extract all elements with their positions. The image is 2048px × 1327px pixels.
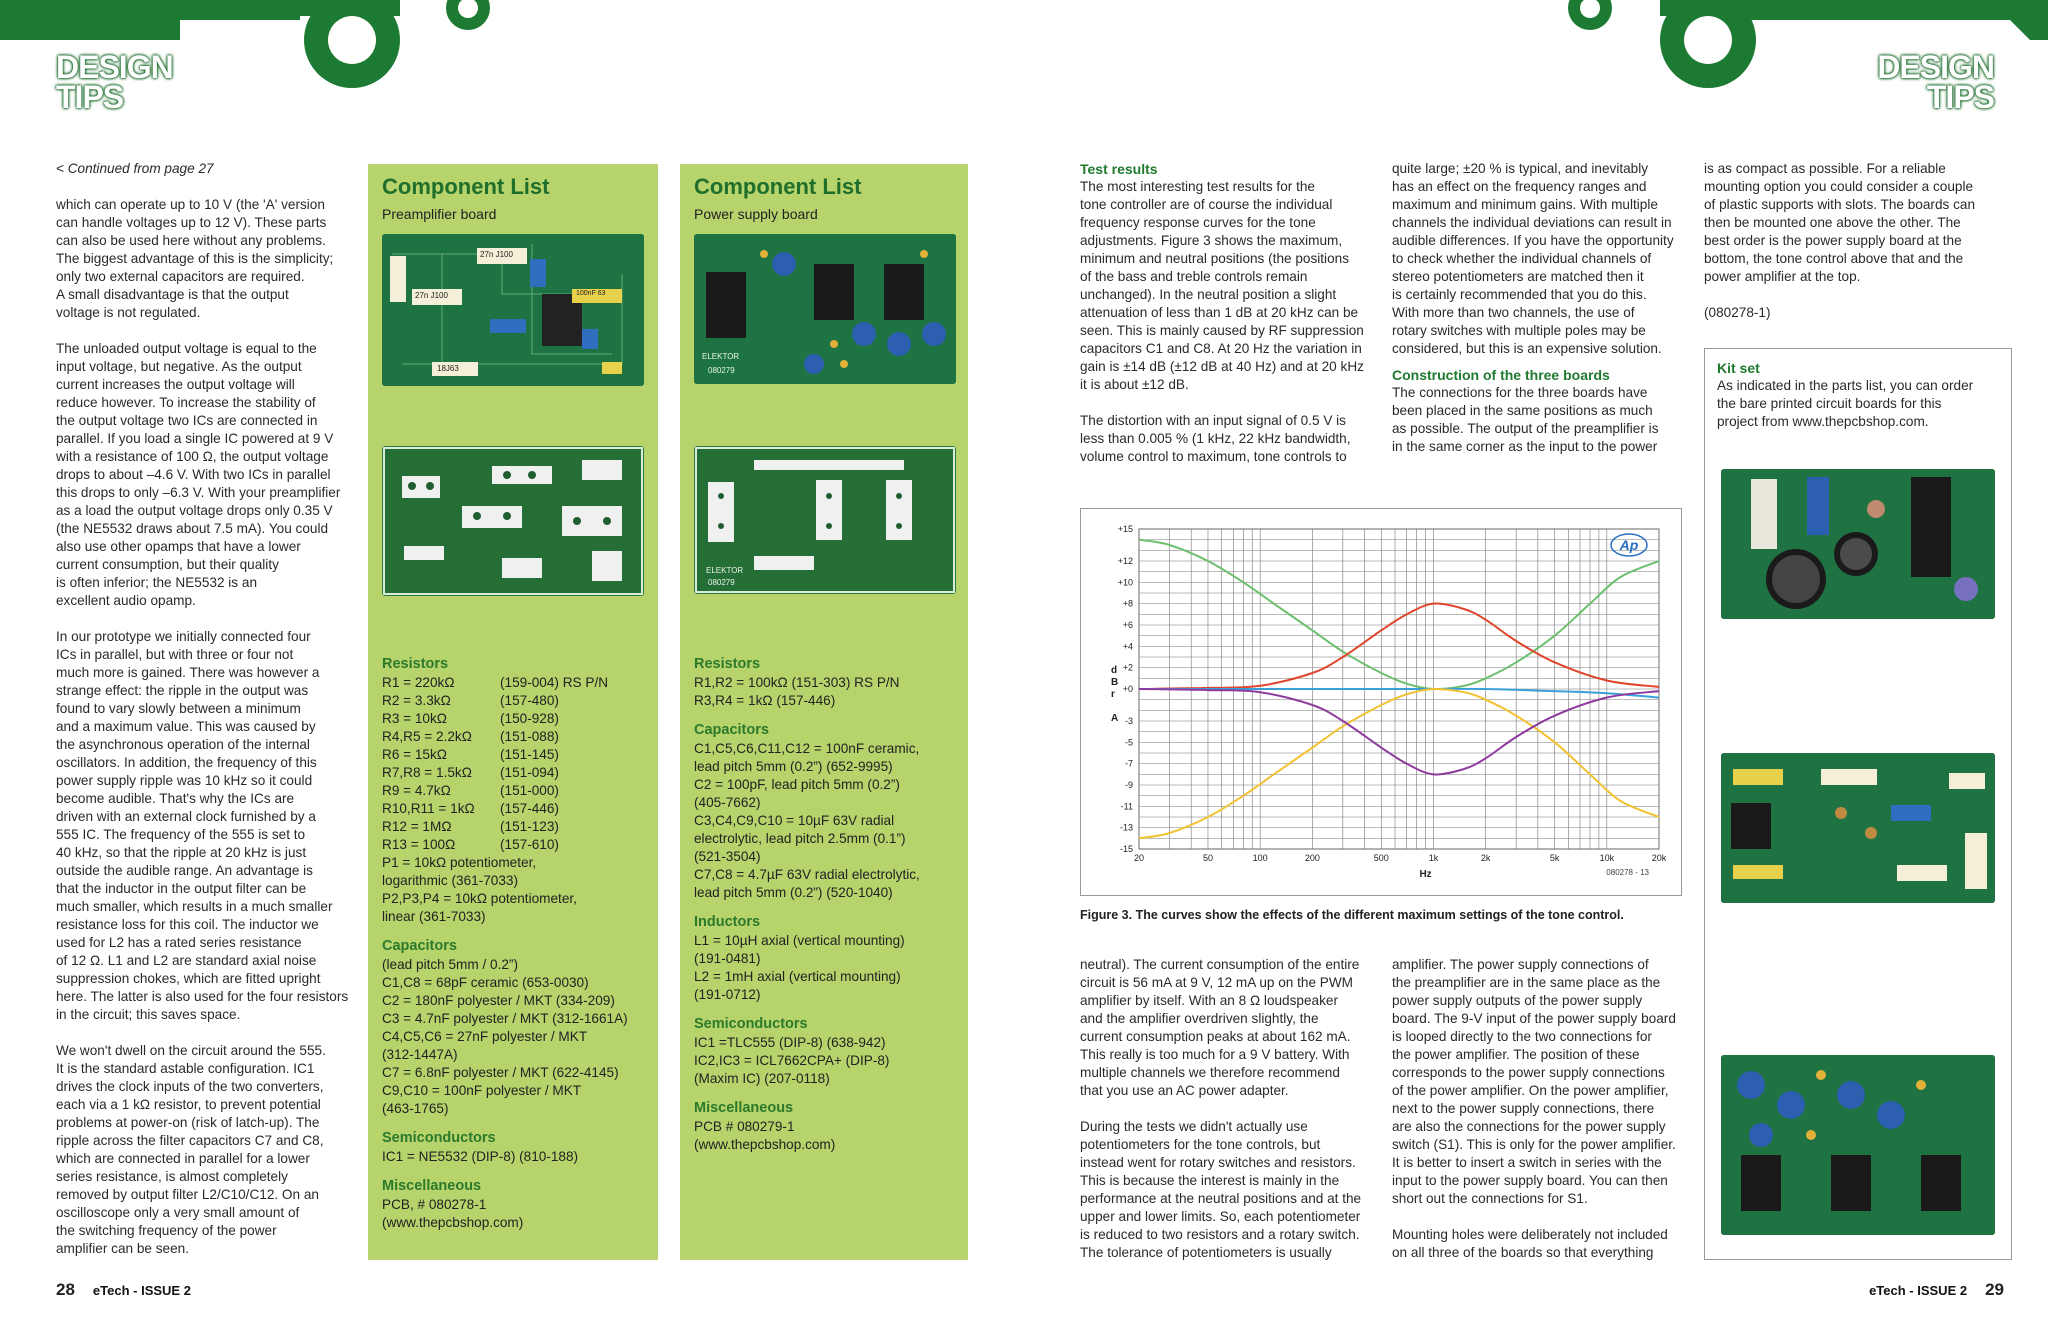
pcb-photo-preamp-top (382, 234, 644, 386)
column-left-text (56, 160, 356, 1276)
resistor-row (382, 818, 648, 836)
y-axis-label: B (1111, 677, 1119, 688)
pcb-photo-kit-1 (1721, 469, 1995, 619)
footer-left (56, 1280, 191, 1300)
x-tick-label: 5k (1549, 853, 1560, 863)
continued-note: < Continued from page 27 (56, 161, 214, 176)
pcb-photo-kit-3 (1721, 1055, 1995, 1235)
resistor-part-number: (151-088) (500, 729, 559, 744)
resistor-row (382, 746, 648, 764)
paragraph: The unloaded output voltage is equal to the input voltage, but negative. As the output current increases the output voltage will reduce however. To increase the stability of the output voltage two ICs are connected in parallel. If you load a single IC powered at 9 V with a resistance of 100 Ω, the output voltage drops to about –4.6 V. With two ICs in parallel this drops to only –6.3 V. With your preamplifier as a load the output voltage drops only 0.35 V (the NE5532 draws about 7.5 mA). You could also use other opamps that have a lower current consumption, but their quality is often inferior; the NE5532 is an excellent audio opamp. (56, 341, 341, 608)
banner-title-right (1877, 49, 1994, 115)
issue-label: eTech - ISSUE 2 (92, 1283, 191, 1298)
figure-caption: Figure 3. The curves show the effects of the different maximum settings of the tone control. (1080, 908, 1624, 922)
section-heading: Semiconductors (382, 1130, 496, 1146)
column-lower-left (1080, 956, 1380, 1280)
paragraph: The most interesting test results for the tone controller are of course the individual frequency response curves for the tone adjustments. Figure 3 shows the maximum, minimum and neutral positions (the positions of the bass and treble controls remain unchanged). In the neutral position a slight attenuation of less than 1 dB at 20 kHz can be seen. This is mainly caused by RF suppression capacitors C1 and C8. At 20 Hz the variation in gain is ±14 dB (±12 dB at 40 Hz) and at 20 kHz it is about ±12 dB. (1080, 179, 1364, 392)
resistor-part-number: (151-123) (500, 819, 559, 834)
banner-title-left (56, 49, 173, 115)
x-tick-label: 1k (1428, 853, 1439, 863)
resistor-table (382, 674, 648, 854)
y-tick-label: -13 (1119, 822, 1133, 833)
paragraph: which can operate up to 10 V (the 'A' version can handle voltages up to 12 V). These parts can also be used here without any problems. The biggest advantage of this is the simplicity; only two external capacitors are required. A small disadvantage is that the output voltage is not regulated. (56, 197, 334, 320)
pcb-label: 080279 (708, 366, 735, 375)
y-tick-label: -5 (1124, 737, 1133, 748)
section-heading: Semiconductors (694, 1016, 808, 1032)
column-test-results (1080, 160, 1380, 484)
y-tick-label: +4 (1122, 641, 1133, 652)
ap-logo-text: Ap (1619, 537, 1639, 553)
resistor-part-number: (157-480) (500, 693, 559, 708)
section-heading: Kit set (1717, 360, 1760, 376)
component-text: P1 = 10kΩ potentiometer, logarithmic (361-7033) P2,P3,P4 = 10kΩ potentiometer, linear (361-7033) (382, 855, 577, 924)
resistor-row (382, 692, 648, 710)
y-tick-label: -7 (1124, 758, 1133, 769)
paragraph: In our prototype we initially connected four ICs in parallel, but with three or four not much more is gained. There was however a strange effect: the ripple in the output was found to vary slowly between a minimum and a maximum value. This was caused by the asynchronous operation of the internal oscillators. In addition, the frequency of this power supply ripple was 10 kHz so it could become audible. That's why the ICs are driven with an external clock furnished by a 555 IC. The frequency of the 555 is set to 40 kHz, so that the ripple at 20 kHz is just outside the audible range. An advantage is that the inductor in the output filter can be much smaller, which results in a much smaller resistance loss for this coil. The inductor we used for L2 has a rated series resistance of 12 Ω. L1 and L2 are standard axial noise suppression chokes, which are fitted upright here. The latter is also used for the four resistors in the circuit; this saves space. (56, 629, 349, 1022)
resistor-value: R3 = 10kΩ (382, 711, 447, 726)
resistor-row (382, 674, 648, 692)
component-list-power (680, 164, 968, 1260)
y-tick-label: +10 (1117, 577, 1133, 588)
section-heading: Miscellaneous (694, 1100, 794, 1116)
y-tick-label: +0 (1122, 684, 1133, 694)
paragraph: The distortion with an input signal of 0.5 V is less than 0.005 % (1 kHz, 22 kHz bandwidth, volume control to maximum, tone controls to (1080, 413, 1351, 464)
x-tick-label: 2k (1480, 853, 1491, 863)
resistor-row (382, 782, 648, 800)
section-heading: Test results (1080, 161, 1158, 177)
component-text: PCB # 080279-1 (www.thepcbshop.com) (694, 1119, 836, 1152)
section-heading: Inductors (694, 914, 761, 930)
component-text: L1 = 10µH axial (vertical mounting) (191-0481) L2 = 1mH axial (vertical mounting) (191-0712) (694, 933, 905, 1002)
resistor-part-number: (151-094) (500, 765, 559, 780)
pcb-photo-kit-2 (1721, 753, 1995, 903)
paragraph: (080278-1) (1704, 305, 1771, 320)
banner-title-right-line1: DESIGN (1877, 49, 1994, 85)
paragraph: amplifier. The power supply connections of the preamplifier are in the same place as the power supply outputs of the power supply board. The 9-V input of the power supply board is looped directly to the two connections for the power amplifier. The position of these corresponds to the power supply connections of the power amplifier. On the power amplifier, next to the power supply connections, there are also the connections for the power supply switch (S1). This is only for the power amplifier. It is better to insert a switch in series with the input to the power supply board. You can then short out the connections for S1. (1392, 957, 1676, 1206)
pcb-label: 100nF 63 (576, 290, 606, 297)
resistor-part-number: (150-928) (500, 711, 559, 726)
kit-set-box (1704, 348, 2012, 1260)
resistor-value: R2 = 3.3kΩ (382, 693, 451, 708)
banner-title-right-line2: TIPS (1926, 79, 1994, 115)
resistor-row (382, 728, 648, 746)
component-list-title: Component List (382, 174, 550, 199)
x-tick-label: 500 (1373, 853, 1389, 863)
resistor-row (382, 800, 648, 818)
resistor-row (382, 764, 648, 782)
y-axis-label: d (1111, 665, 1118, 676)
y-tick-label: -3 (1124, 716, 1133, 726)
y-tick-label: +12 (1117, 556, 1133, 566)
component-list-title: Component List (694, 174, 862, 199)
banner-title-left-line1: DESIGN (56, 49, 173, 85)
x-tick-label: 100 (1252, 853, 1268, 863)
figure-frequency-response (1080, 508, 1682, 896)
pcb-layout-preamp (382, 446, 644, 596)
x-tick-label: 10k (1599, 853, 1615, 863)
paragraph: is as compact as possible. For a reliable mounting option you could consider a couple of plastic supports with slots. The boards can then be mounted one above the other. The best order is the power supply board at the bottom, the tone control above that and the power amplifier at the top. (1704, 161, 1976, 284)
y-tick-label: +2 (1122, 662, 1133, 673)
column-lower-right (1392, 956, 1692, 1280)
x-axis-label: Hz (1419, 869, 1432, 880)
resistor-part-number: (157-446) (500, 801, 559, 816)
component-text: C1,C5,C6,C11,C12 = 100nF ceramic, lead pitch 5mm (0.2”) (652-9995) C2 = 100pF, lead pitch 5mm (0.2”) (405-7662) C3,C4,C9,C10 = 10µF 63V radial electrolytic, lead pitch 2.5mm (0.1”) (521-3504) C7,C8 = 4.7µF 63V radial electrolytic, lead pitch 5mm (0.2”) (520-1040) (694, 741, 920, 900)
y-tick-label: +6 (1122, 620, 1133, 630)
y-tick-label: -11 (1120, 801, 1133, 812)
pcb-label: 18J63 (437, 364, 459, 373)
column-mounting (1704, 160, 2004, 340)
footer-right (1869, 1280, 2004, 1300)
figure-code: 080278 - 13 (1606, 868, 1649, 877)
resistor-part-number: (151-000) (500, 783, 559, 798)
component-list-preamp (368, 164, 658, 1260)
pcb-label: 27n J100 (415, 291, 448, 300)
component-list-subtitle: Power supply board (694, 206, 818, 222)
x-tick-label: 20k (1651, 853, 1667, 863)
pcb-label: 080279 (708, 578, 735, 587)
x-tick-label: 200 (1304, 853, 1320, 863)
resistor-part-number: (157-610) (500, 837, 559, 852)
resistor-value: R7,R8 = 1.5kΩ (382, 765, 472, 780)
section-heading: Miscellaneous (382, 1178, 482, 1194)
paragraph: neutral). The current consumption of the entire circuit is 56 mA at 9 V, 12 mA up on the PWM amplifier by itself. With an 8 Ω loudspeaker and the amplifier overdriven slightly, the current consumption peaks at about 162 mA. This really is too much for a 9 V battery. With multiple channels we therefore recommend that you use an AC power adapter. (1080, 957, 1360, 1098)
y-tick-label: +8 (1122, 598, 1133, 609)
component-list-subtitle: Preamplifier board (382, 206, 497, 222)
resistor-row (382, 710, 648, 728)
banner-title-left-line2: TIPS (56, 79, 124, 115)
component-text: R1,R2 = 100kΩ (151-303) RS P/N R3,R4 = 1kΩ (157-446) (694, 675, 900, 708)
paragraph: As indicated in the parts list, you can order the bare printed circuit boards for this project from www.thepcbshop.com. (1717, 378, 1974, 429)
y-tick-label: -15 (1119, 844, 1133, 854)
pcb-label: ELEKTOR (702, 352, 740, 361)
resistor-value: R6 = 15kΩ (382, 747, 447, 762)
y-tick-label: +15 (1117, 524, 1133, 534)
section-heading: Capacitors (382, 938, 457, 954)
pcb-label: ELEKTOR (706, 566, 744, 575)
resistor-part-number: (159-004) RS P/N (500, 675, 609, 690)
pcb-layout-power (694, 446, 956, 594)
x-tick-label: 20 (1133, 853, 1145, 863)
resistor-value: R9 = 4.7kΩ (382, 783, 451, 798)
pcb-photo-power-top (694, 234, 956, 384)
resistor-value: R13 = 100Ω (382, 837, 456, 852)
section-heading: Resistors (382, 656, 449, 672)
paragraph: Mounting holes were deliberately not included on all three of the boards so that everything (1392, 1227, 1668, 1260)
resistor-value: R12 = 1MΩ (382, 819, 452, 834)
paragraph: The connections for the three boards have been placed in the same positions as much as possible. The output of the preamplifier is in the same corner as the input to the power (1392, 385, 1659, 454)
frequency-response-chart (1081, 509, 1681, 895)
component-text: IC1 = NE5532 (DIP-8) (810-188) (382, 1149, 579, 1164)
paragraph: We won't dwell on the circuit around the 555. It is the standard astable configuration. IC1 drives the clock inputs of the two converters, each via a 1 kΩ resistor, to prevent potential problems at power-on (risk of latch-up). The ripple across the filter capacitors C7 and C8, which are connected in parallel for a lower series resistance, is almost completely removed by output filter L2/C10/C12. On an oscilloscope only a very small amount of the switching frequency of the power amplifier can be seen. (56, 1043, 326, 1256)
paragraph: quite large; ±20 % is typical, and inevitably has an effect on the frequency ranges and maximum and minimum gains. With multiple channels the individual deviations can result in audible differences. If you have the opportunity to check whether the individual channels of stereo potentiometers are matched then it is certainly recommended that you do this. With more than two channels, the use of rotary switches with multiple poles may be considered, but this is an expensive solution. (1392, 161, 1674, 356)
component-text: IC1 =TLC555 (DIP-8) (638-942) IC2,IC3 = ICL7662CPA+ (DIP-8) (Maxim IC) (207-0118) (694, 1035, 890, 1086)
y-tick-label: -9 (1124, 780, 1133, 790)
resistor-row (382, 836, 648, 854)
issue-label: eTech - ISSUE 2 (1869, 1283, 1968, 1298)
paragraph: During the tests we didn't actually use potentiometers for the tone controls, but instead went for rotary switches and resistors. This is because the interest is mainly in the performance at the neutral positions and at the upper and lower limits. So, each potentiometer is reduced to two resistors and a rotary switch. The tolerance of potentiometers is usually (1080, 1119, 1362, 1260)
resistor-value: R1 = 220kΩ (382, 675, 455, 690)
section-heading: Resistors (694, 656, 761, 672)
section-heading: Capacitors (694, 722, 769, 738)
pcb-label: 27n J100 (480, 250, 513, 259)
y-axis-label: A (1111, 713, 1119, 724)
component-text: PCB, # 080278-1 (www.thepcbshop.com) (382, 1197, 524, 1230)
resistor-part-number: (151-145) (500, 747, 559, 762)
component-text: (lead pitch 5mm / 0.2”) C1,C8 = 68pF ceramic (653-0030) C2 = 180nF polyester / MKT (334-209) C3 = 4.7nF polyester / MKT (312-1661A) C4,C5,C6 = 27nF polyester / MKT (312-1447A) C7 = 6.8nF polyester / MKT (622-4145) C9,C10 = 100nF polyester / MKT (463-1765) (382, 957, 628, 1116)
x-tick-label: 50 (1202, 853, 1213, 863)
page-number: 29 (1985, 1280, 2004, 1299)
column-construction (1392, 160, 1692, 474)
page-number: 28 (56, 1280, 75, 1299)
resistor-value: R4,R5 = 2.2kΩ (382, 729, 472, 744)
section-heading: Construction of the three boards (1392, 367, 1610, 383)
resistor-value: R10,R11 = 1kΩ (382, 801, 475, 816)
y-axis-label: r (1111, 689, 1115, 700)
